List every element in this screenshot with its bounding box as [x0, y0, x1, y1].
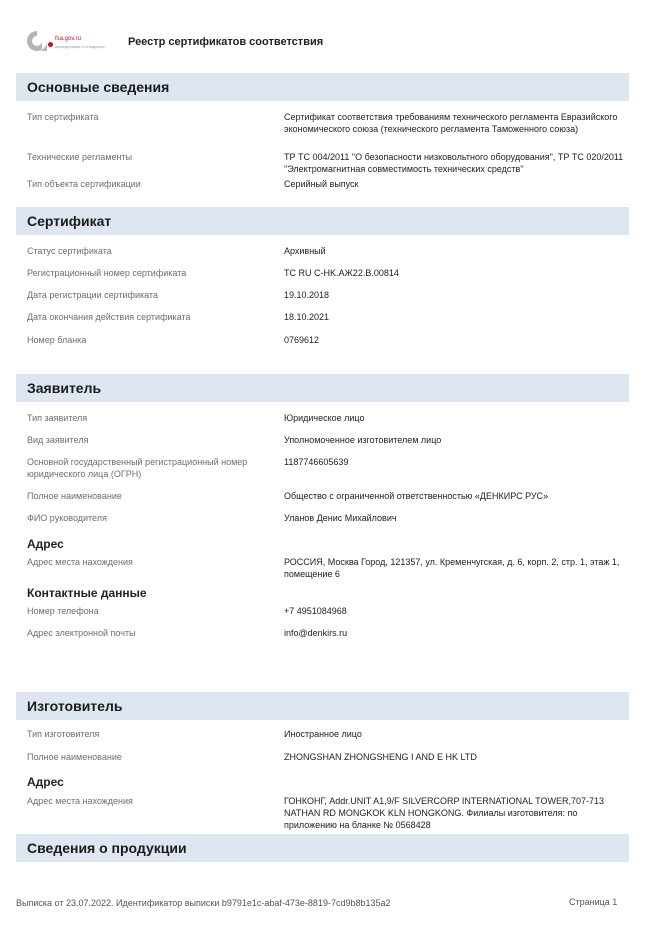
- cert-type-value: Сертификат соответствия требованиям технического регламента Евразийского экономического союза (технического регламента Таможенного союза): [284, 112, 618, 134]
- manufacturer-name-label: Полное наименование: [27, 752, 122, 762]
- logo-dot: [48, 42, 53, 47]
- applicant-address-heading: Адрес: [27, 537, 64, 551]
- page-title: Реестр сертификатов соответствия: [128, 36, 324, 48]
- end-date-label: Дата окончания действия сертификата: [27, 312, 191, 322]
- reg-date-value: 19.10.2018: [284, 290, 330, 300]
- page-header: [22, 22, 628, 76]
- applicant-kind-value: Уполномоченное изготовителем лицо: [284, 435, 442, 445]
- applicant-kind-label: Вид заявителя: [27, 435, 89, 445]
- cert-type-label: Тип сертификата: [27, 112, 99, 122]
- end-date-value: 18.10.2021: [284, 312, 330, 322]
- ogrn-label: Основной государственный регистрационный номер юридического лица (ОГРН): [27, 457, 248, 479]
- fsa-logo[interactable]: [22, 30, 110, 60]
- logo-subtitle: аккредитация и стандарты: [55, 44, 105, 49]
- applicant-type-value: Юридическое лицо: [284, 413, 365, 423]
- manufacturer-name-value: ZHONGSHAN ZHONGSHENG I AND E HK LTD: [284, 752, 477, 762]
- fsa-logo-icon: [26, 30, 48, 52]
- manufacturer-address-label: Адрес места нахождения: [27, 796, 133, 806]
- section-product: [16, 834, 629, 862]
- applicant-type-label: Тип заявителя: [27, 413, 88, 423]
- head-value: Уланов Денис Михайлович: [284, 513, 397, 523]
- section-applicant: [16, 374, 629, 402]
- reg-date-label: Дата регистрации сертификата: [27, 290, 158, 300]
- manufacturer-type-label: Тип изготовителя: [27, 729, 100, 739]
- email-value: info@denkirs.ru: [284, 628, 348, 638]
- section-basic: [16, 73, 629, 101]
- reg-num-label: Регистрационный номер сертификата: [27, 268, 187, 278]
- contacts-heading: Контактные данные: [27, 586, 147, 600]
- section-certificate: [16, 207, 629, 235]
- manufacturer-type-value: Иностранное лицо: [284, 729, 362, 739]
- email-label: Адрес электронной почты: [27, 628, 136, 638]
- applicant-address-value: РОССИЯ, Москва Город, 121357, ул. Кременчугская, д. 6, корп. 2, стр. 1, этаж 1, помещение 6: [284, 557, 620, 579]
- phone-value: +7 4951084968: [284, 606, 347, 616]
- object-type-label: Тип объекта сертификации: [27, 179, 141, 189]
- section-title: Заявитель: [27, 380, 102, 396]
- regs-value: ТР ТС 004/2011 "О безопасности низковольтного оборудования", ТР ТС 020/2011 "Электромагнитная совместимость технических средств": [284, 152, 624, 174]
- section-title: Изготовитель: [27, 698, 123, 714]
- head-label: ФИО руководителя: [27, 513, 107, 523]
- applicant-name-label: Полное наименование: [27, 491, 122, 501]
- section-manufacturer: [16, 692, 629, 720]
- section-title: Основные сведения: [27, 79, 170, 95]
- blank-label: Номер бланка: [27, 335, 87, 345]
- phone-label: Номер телефона: [27, 606, 99, 616]
- logo-site: fsa.gov.ru: [55, 36, 81, 42]
- ogrn-value: 1187746605639: [284, 457, 349, 467]
- reg-num-value: ТС RU C-HK.АЖ22.B.00814: [284, 268, 399, 278]
- status-value: Архивный: [284, 246, 326, 256]
- applicant-name-value: Общество с ограниченной ответственностью «ДЕНКИРС РУС»: [284, 491, 549, 501]
- applicant-address-label: Адрес места нахождения: [27, 557, 133, 567]
- regs-label: Технические регламенты: [27, 152, 133, 162]
- section-title: Сертификат: [27, 213, 112, 229]
- manufacturer-address-value: ГОНКОНГ, Addr.UNIT A1,9/F SILVERCORP INTERNATIONAL TOWER,707-713 NATHAN RD MONGKOK KLN HONGKONG. Филиалы изготовителя: по приложению на бланке № 0568428: [284, 796, 605, 830]
- status-label: Статус сертификата: [27, 246, 112, 256]
- section-title: Сведения о продукции: [27, 840, 187, 856]
- blank-value: 0769612: [284, 335, 320, 345]
- extract-info: Выписка от 23.07.2022. Идентификатор выписки b9791e1c-abaf-473e-8819-7cd9b8b135a2: [16, 898, 391, 908]
- manufacturer-address-heading: Адрес: [27, 775, 64, 789]
- page-number: Страница 1: [569, 897, 618, 907]
- object-type-value: Серийный выпуск: [284, 179, 359, 189]
